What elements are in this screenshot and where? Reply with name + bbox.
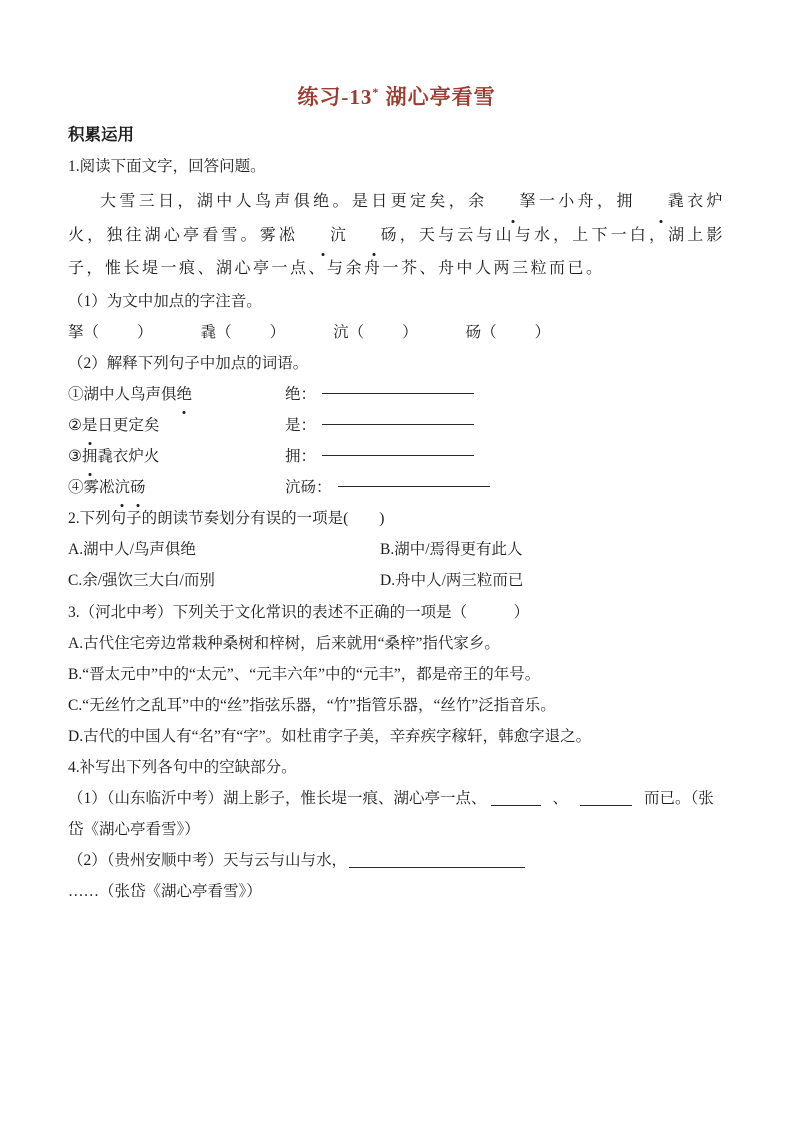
question2-stem: 2.下列句子的朗读节奏划分有误的一项是( ) bbox=[68, 509, 385, 527]
paren-close: ） bbox=[402, 323, 418, 341]
question4-item2-prefix: （2）（贵州安顺中考）天与云与山与水， bbox=[68, 851, 348, 869]
answer-blank bbox=[322, 379, 474, 394]
emphasis-dotted-char: 沆 bbox=[298, 219, 349, 253]
paren-open: （ bbox=[481, 323, 497, 341]
question4-item1-separator: 、 bbox=[552, 789, 569, 807]
paren-close: ） bbox=[137, 323, 153, 341]
page-title bbox=[68, 78, 725, 111]
definition-clause: ②是日更定矣 bbox=[68, 410, 285, 441]
question4-item2 bbox=[68, 845, 725, 907]
question2-option-c: C.余/强饮三大白/而别 bbox=[68, 572, 215, 589]
answer-blank bbox=[338, 472, 490, 487]
pinyin-item-hang bbox=[333, 317, 418, 348]
definition-row-4 bbox=[68, 472, 725, 503]
pinyin-char: 沆 bbox=[333, 323, 349, 341]
emphasis-dotted-char: 拥 bbox=[82, 441, 98, 472]
pinyin-blank-row bbox=[68, 317, 725, 348]
answer-blank bbox=[349, 853, 525, 868]
definition-clause: ④雾凇沆砀 bbox=[68, 472, 285, 503]
pinyin-char: 毳 bbox=[200, 323, 217, 341]
definition-term: 拥： bbox=[285, 447, 317, 465]
emphasis-dotted-char: 是 bbox=[82, 410, 98, 441]
question4-item1-prefix: （1）（山东临沂中考）湖上影子，惟长堤一痕、湖心亭一点、 bbox=[68, 789, 487, 807]
definition-term: 绝： bbox=[285, 385, 317, 403]
definition-term: 沆砀： bbox=[285, 478, 332, 496]
paren-close: ） bbox=[269, 323, 286, 341]
emphasis-dotted-char: 毳 bbox=[636, 185, 687, 219]
emphasis-dotted-char: 沆 bbox=[115, 472, 131, 503]
emphasis-dotted-char: 砀 bbox=[130, 472, 146, 503]
paren-open: （ bbox=[216, 323, 232, 341]
question2-option-a: A.湖中人/鸟声俱绝 bbox=[68, 540, 196, 558]
pinyin-item-cui bbox=[201, 317, 286, 348]
definition-row-2 bbox=[68, 410, 725, 441]
page-title-rest: 湖心亭看雪 bbox=[379, 85, 496, 109]
pinyin-char: 拏 bbox=[68, 323, 84, 341]
answer-blank bbox=[580, 791, 632, 806]
pinyin-item-na bbox=[68, 317, 153, 348]
definition-row-1 bbox=[68, 379, 725, 410]
question3-stem: 3.（河北中考）下列关于文化常识的表述不正确的一项是（ ） bbox=[68, 603, 530, 621]
paren-open: （ bbox=[348, 323, 365, 341]
answer-blank bbox=[322, 441, 474, 456]
paren-open: （ bbox=[83, 323, 100, 341]
answer-blank bbox=[322, 410, 474, 425]
question4-item1-suffix: 而已。（张岱《湖心亭看雪》） bbox=[68, 789, 714, 838]
pinyin-item-dang bbox=[466, 317, 551, 348]
definition-clause: ③拥毳衣炉火 bbox=[68, 441, 285, 472]
pinyin-char: 砀 bbox=[465, 323, 482, 341]
question4-item2-suffix: ……（张岱《湖心亭看雪》） bbox=[68, 882, 262, 900]
question1-sub2-stem: （2）解释下列句子中加点的词语。 bbox=[68, 354, 309, 372]
emphasis-dotted-char: 拏 bbox=[487, 185, 538, 219]
page-title-base: 练习-13 bbox=[297, 85, 373, 109]
definition-term: 是： bbox=[285, 416, 317, 434]
question3-option-d: D.古代的中国人有“名”有“字”。如杜甫字子美，辛弃疾字稼轩，韩愈字退之。 bbox=[68, 727, 592, 745]
question3-option-a: A.古代住宅旁边常栽种桑树和梓树，后来就用“桑梓”指代家乡。 bbox=[68, 634, 500, 652]
question2-options bbox=[68, 534, 725, 597]
question3-option-c: C.“无丝竹之乱耳”中的“丝”指弦乐器，“竹”指管乐器，“丝竹”泛指音乐。 bbox=[68, 696, 556, 714]
question2-option-d: D.舟中人/两三粒而已 bbox=[380, 572, 524, 589]
paren-close: ） bbox=[534, 323, 551, 341]
question4-item1 bbox=[68, 783, 725, 845]
question1-stem: 1.阅读下面文字，回答问题。 bbox=[68, 158, 266, 175]
emphasis-dotted-char: 绝 bbox=[177, 379, 193, 410]
question2-option-b: B.湖中/焉得更有此人 bbox=[380, 540, 523, 558]
answer-blank bbox=[491, 791, 541, 806]
question3-option-b: B.“晋太元中”中的“太元”、“元丰六年”中的“元丰”，都是帝王的年号。 bbox=[68, 665, 541, 683]
page-title-asterisk: * bbox=[372, 85, 380, 99]
section-header-accumulation: 积累运用 bbox=[68, 126, 134, 144]
question4-stem: 4.补写出下列各句中的空缺部分。 bbox=[68, 758, 297, 776]
reading-passage: 大雪三日，湖中人鸟声俱绝。是日更定矣，余 拏一小舟，拥 毳衣炉火，独往湖心亭看雪。雾凇 沆 砀，天与云与山与水，上下一白，湖上影子，惟长堤一痕、湖心亭一点、与余舟一芥、舟中人两三粒而已。 bbox=[68, 185, 725, 286]
definition-row-3 bbox=[68, 441, 725, 472]
emphasis-dotted-char: 砀 bbox=[349, 219, 400, 253]
definition-clause: ①湖中人鸟声俱绝 bbox=[68, 379, 285, 410]
question1-sub1-stem: （1）为文中加点的字注音。 bbox=[68, 292, 262, 310]
